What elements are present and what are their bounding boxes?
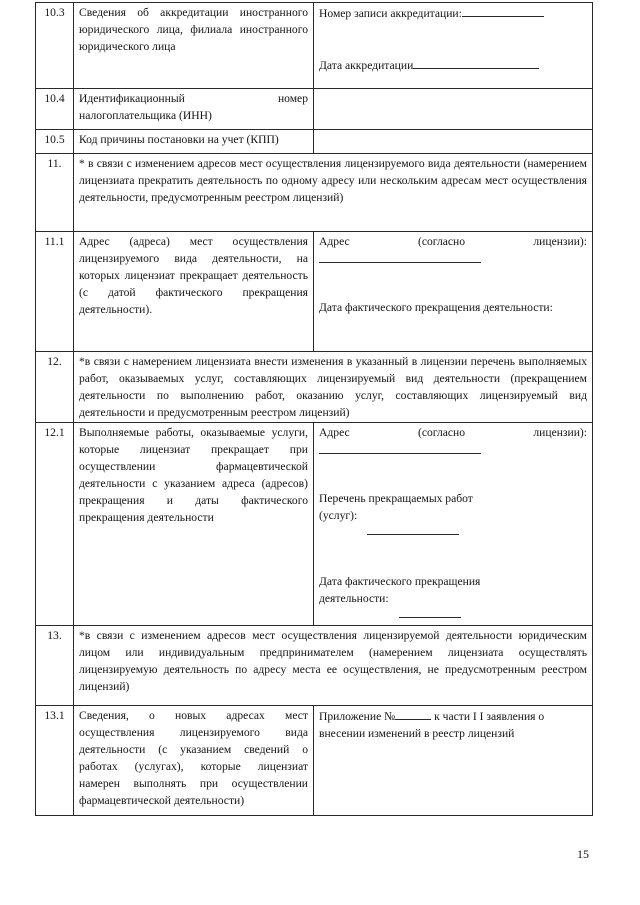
row-10-4 — [36, 89, 593, 130]
row-12 — [36, 352, 593, 423]
row-number: 13. — [36, 626, 74, 706]
row-label: Идентификационный номер налогоплательщика (ИНН) — [74, 89, 314, 130]
address-label: Адрес (согласно лицензии): — [319, 235, 587, 248]
application-form-table — [35, 2, 593, 816]
works-stopped-field[interactable] — [367, 522, 459, 535]
row-number: 10.4 — [36, 89, 74, 130]
accreditation-date-label: Дата аккредитации — [319, 59, 414, 72]
page-number: 15 — [577, 847, 589, 861]
row-value — [314, 423, 593, 626]
annex-number-field[interactable] — [395, 707, 431, 720]
row-13-1 — [36, 706, 593, 816]
row-10-5 — [36, 130, 593, 154]
address-field[interactable] — [319, 250, 481, 263]
row-label: Сведения об аккредитации иностранного юридического лица, филиала иностранного юридического лица — [74, 3, 314, 89]
row-value — [314, 3, 593, 89]
row-value — [314, 706, 593, 816]
stop-date-label: Дата фактического прекращения деятельности: — [319, 301, 553, 314]
address-field[interactable] — [319, 441, 481, 454]
row-number: 12.1 — [36, 423, 74, 626]
annex-suffix: к части I I заявления о внесении изменений в реестр лицензий — [319, 710, 545, 740]
section-heading: *в связи с изменением адресов мест осуществления лицензируемой деятельности юридическим лицом или индивидуальным предпринимателем (намерением лицензиата осуществлять лицензируемую деятельность по адресу места ее осуществления, не предусмотренным реестром лицензий) — [74, 626, 593, 706]
row-number: 10.3 — [36, 3, 74, 89]
row-number: 13.1 — [36, 706, 74, 816]
row-10-3 — [36, 3, 593, 89]
accreditation-date-field[interactable] — [413, 56, 539, 69]
annex-prefix: Приложение № — [319, 710, 396, 723]
address-label: Адрес (согласно лицензии): — [319, 426, 587, 439]
row-number: 11. — [36, 154, 74, 232]
row-label: Код причины постановки на учет (КПП) — [74, 130, 314, 154]
section-heading: * в связи с изменением адресов мест осуществления лицензируемого вида деятельности (намерением лицензиата прекратить деятельность по одному адресу или нескольким адресам мест осуществления деятельности, предусмотренным реестром лицензий) — [74, 154, 593, 232]
accreditation-record-field[interactable] — [462, 4, 544, 17]
row-11-1 — [36, 232, 593, 352]
section-heading: *в связи с намерением лицензиата внести изменения в указанный в лицензии перечень выполняемых работ, оказываемых услуг, составляющих лицензируемый вид деятельности (прекращением деятельности по выполнению работ, оказанию услуг, составляющих лицензируемый вид деятельности и предусмотренным реестром лицензий) — [74, 352, 593, 423]
row-12-1 — [36, 423, 593, 626]
row-number: 12. — [36, 352, 74, 423]
works-stopped-label: Перечень прекращаемых работ (услуг): — [319, 492, 473, 522]
stop-date-field[interactable] — [399, 605, 461, 618]
stop-date-label: Дата фактического прекращения деятельности: — [319, 575, 481, 605]
row-number: 10.5 — [36, 130, 74, 154]
row-label: Адрес (адреса) мест осуществления лицензируемого вида деятельности, на которых лицензиат прекращает деятельность (с датой фактического прекращения деятельности). — [74, 232, 314, 352]
row-13 — [36, 626, 593, 706]
row-label: Сведения, о новых адресах мест осуществления лицензируемого вида деятельности (с указанием сведений о работах (услугах), которые лицензиат намерен выполнять при осуществлении фармацевтической деятельности) — [74, 706, 314, 816]
inn-field[interactable] — [314, 89, 593, 130]
row-number: 11.1 — [36, 232, 74, 352]
row-label: Выполняемые работы, оказываемые услуги, которые лицензиат прекращает при осуществлении фармацевтической деятельности с указанием адреса (адресов) прекращения и даты фактического прекращения деятельности — [74, 423, 314, 626]
row-value — [314, 232, 593, 352]
kpp-field[interactable] — [314, 130, 593, 154]
accreditation-record-label: Номер записи аккредитации: — [319, 7, 462, 20]
row-11 — [36, 154, 593, 232]
